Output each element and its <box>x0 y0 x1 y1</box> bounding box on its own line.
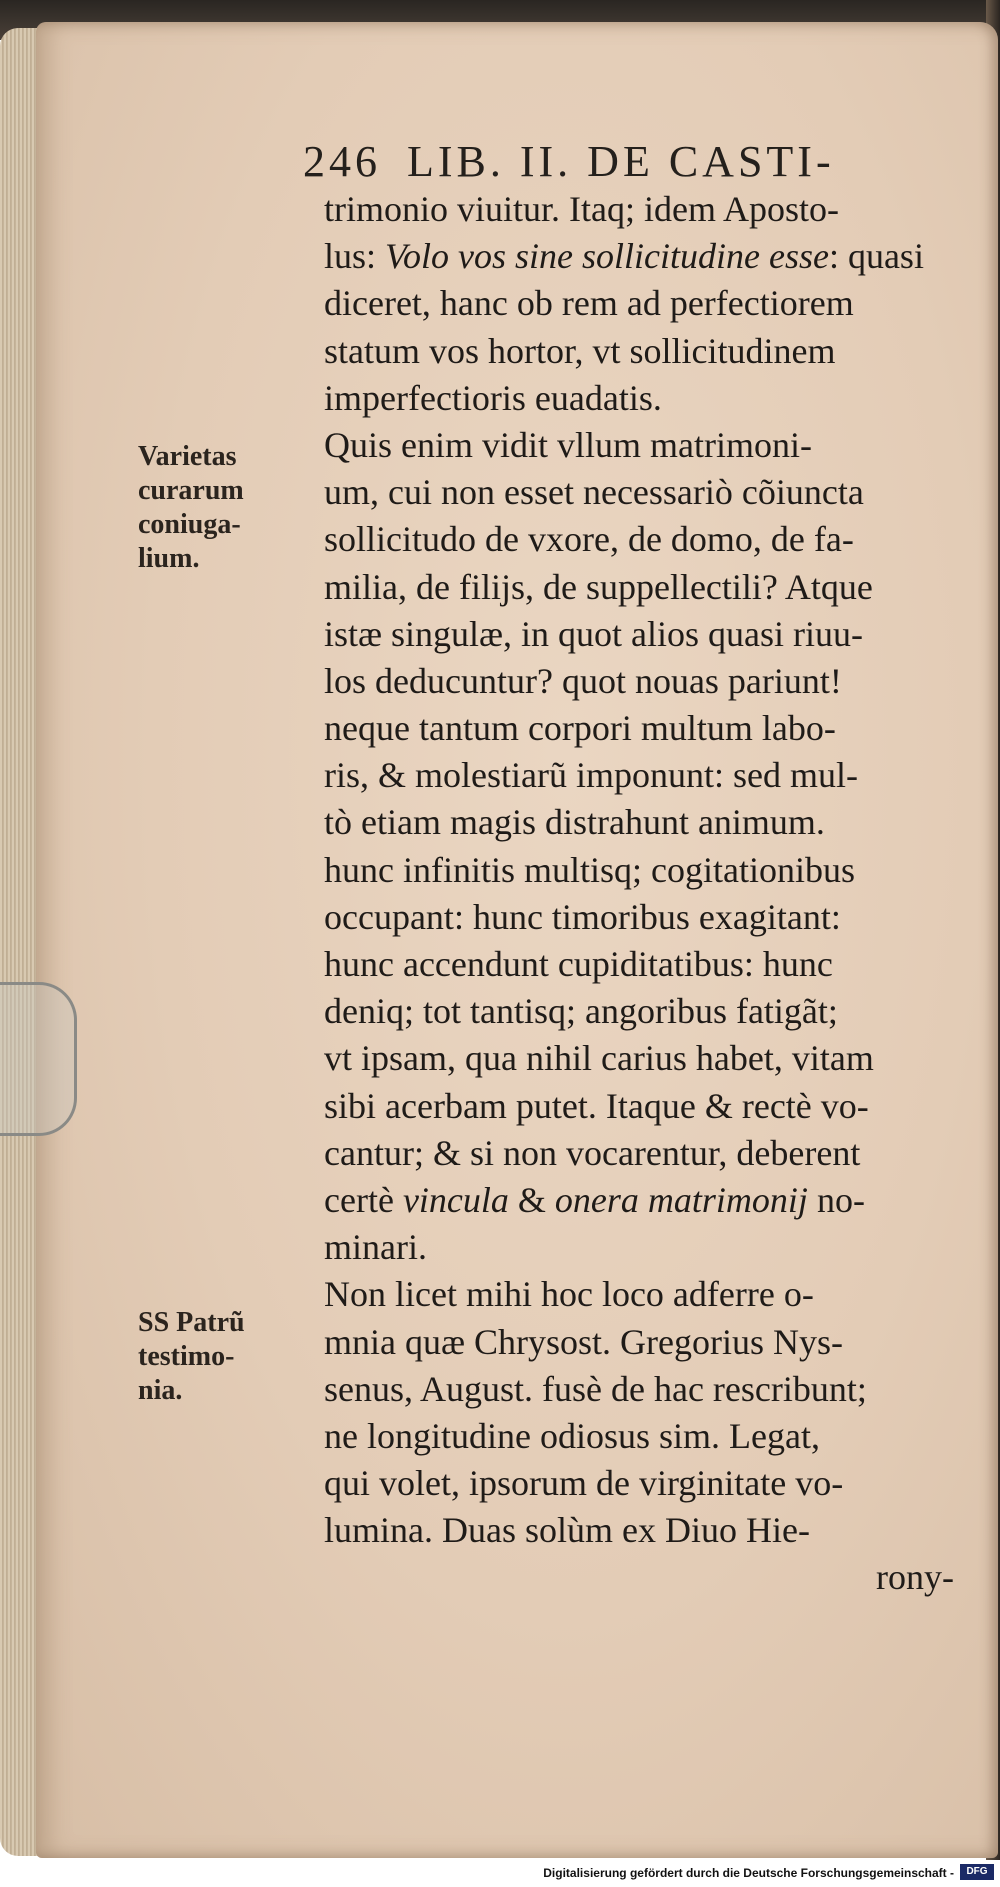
footer-credit: Digitalisierung gefördert durch die Deutsche Forschungsgemeinschaft - <box>543 1866 954 1880</box>
text-line: ris, & molestiarũ imponunt: sed mul- <box>324 755 858 796</box>
text-line: cantur; & si non vocarentur, deberent <box>324 1132 861 1173</box>
text-line-part: : quasi <box>828 236 924 277</box>
margin-note-line: SS Patrũ <box>138 1307 245 1338</box>
text-line: tò etiam magis distrahunt animum. <box>324 802 825 843</box>
text-line-part: no- <box>807 1179 865 1220</box>
body-text <box>324 186 954 1602</box>
text-line: mnia quæ Chrysost. Gregorius Nys- <box>324 1321 843 1362</box>
text-line: minari. <box>324 1227 427 1268</box>
margin-note-varietas <box>138 440 308 576</box>
text-line: milia, de filijs, de suppellectili? Atque <box>324 566 873 607</box>
text-line: los deducuntur? quot nouas pariunt! <box>324 660 842 701</box>
text-line: lumina. Duas solùm ex Diuo Hie- <box>324 1510 810 1551</box>
italic-phrase: vincula <box>402 1179 509 1220</box>
text-line-part: & <box>508 1179 555 1220</box>
page-number: 246 <box>303 137 381 186</box>
digitization-footer <box>0 1860 1000 1887</box>
text-line: neque tantum corpori multum labo- <box>324 708 836 749</box>
text-line: qui volet, ipsorum de virginitate vo- <box>324 1463 844 1504</box>
text-line: senus, August. fusè de hac rescribunt; <box>324 1368 867 1409</box>
bookmark-clip <box>0 982 77 1136</box>
text-line-part: lus: <box>324 236 386 277</box>
margin-note-patrum <box>138 1306 308 1408</box>
italic-phrase: onera matrimonij <box>554 1179 808 1220</box>
margin-note-line: coniuga- <box>138 509 241 540</box>
text-line: Quis enim vidit vllum matrimoni- <box>324 424 812 465</box>
margin-note-line: testimo- <box>138 1341 235 1372</box>
text-line: occupant: hunc timoribus exagitant: <box>324 896 841 937</box>
margin-note-line: lium. <box>138 543 200 574</box>
text-line: rony- <box>876 1557 954 1598</box>
text-line: deniq; tot tantisq; angoribus fatigãt; <box>324 991 838 1032</box>
text-line <box>324 1177 954 1224</box>
text-line: Non licet mihi hoc loco adferre o- <box>324 1274 814 1315</box>
text-line: diceret, hanc ob rem ad perfectiorem <box>324 283 854 324</box>
text-line: vt ipsam, qua nihil carius habet, vitam <box>324 1038 874 1079</box>
text-line: hunc infinitis multisq; cogitationibus <box>324 849 855 890</box>
text-line <box>324 233 954 280</box>
text-line: imperfectioris euadatis. <box>324 377 662 418</box>
page-header <box>303 136 933 187</box>
running-title: LIB. II. DE CASTI- <box>407 137 835 186</box>
text-line: trimonio viuitur. Itaq; idem Aposto- <box>324 189 839 229</box>
margin-note-line: Varietas <box>138 441 237 472</box>
dfg-logo: DFG <box>960 1864 994 1880</box>
text-line: um, cui non esset necessariò cõiuncta <box>324 472 864 513</box>
text-line: hunc accendunt cupiditatibus: hunc <box>324 944 833 984</box>
margin-note-line: nia. <box>138 1375 183 1406</box>
text-line: sibi acerbam putet. Itaque & rectè vo- <box>324 1085 869 1126</box>
text-line: istæ singulæ, in quot alios quasi riuu- <box>324 613 864 654</box>
text-line: ne longitudine odiosus sim. Legat, <box>324 1415 820 1456</box>
margin-note-line: curarum <box>138 475 244 506</box>
text-line: statum vos hortor, vt sollicitudinem <box>324 330 836 371</box>
text-line: sollicitudo de vxore, de domo, de fa- <box>324 519 854 560</box>
italic-quote: Volo vos sine sollicitudine esse <box>385 236 829 277</box>
text-line-part: certè <box>324 1179 403 1220</box>
